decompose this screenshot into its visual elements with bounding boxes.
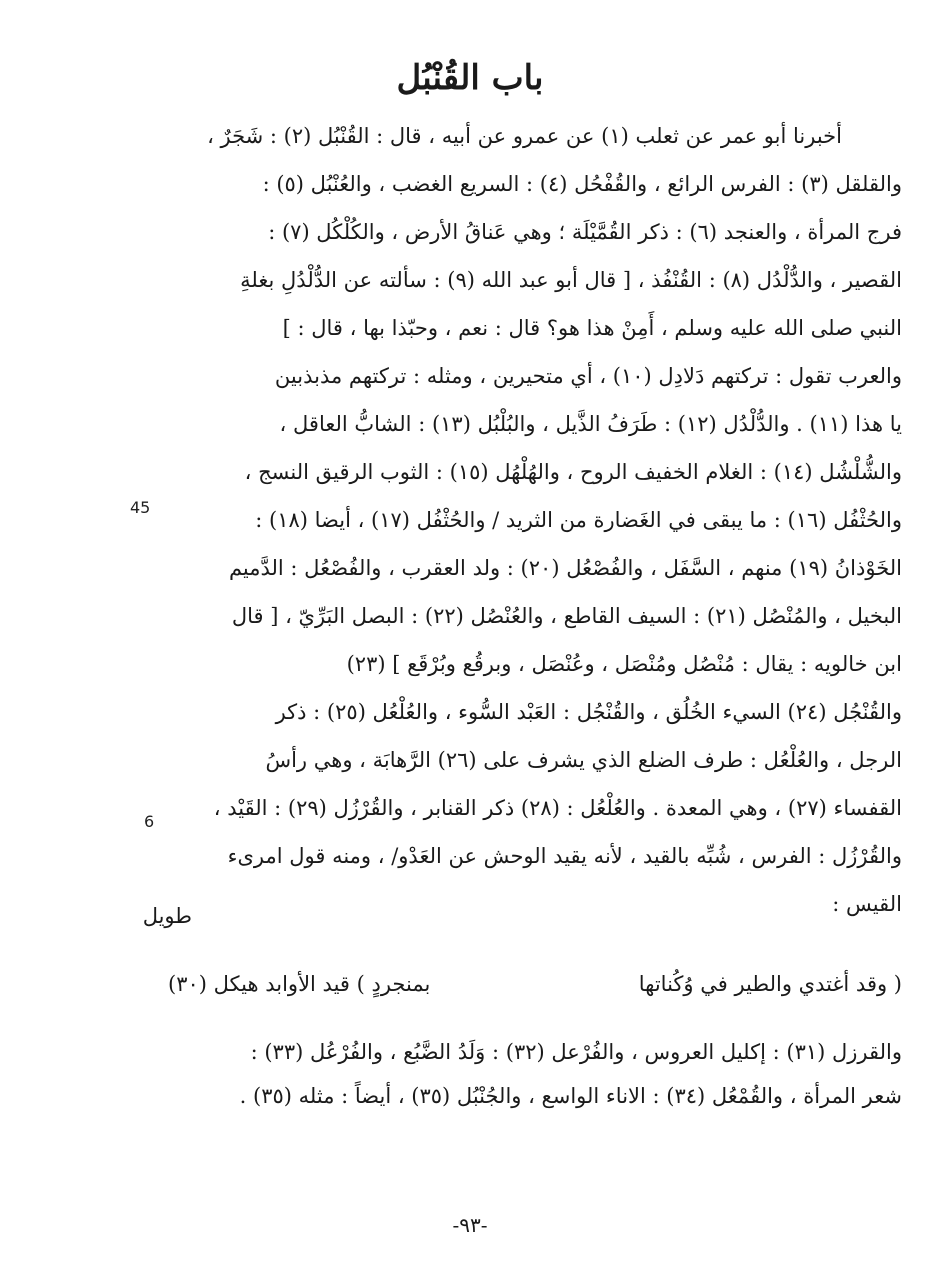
poem-verse bbox=[168, 962, 902, 1006]
text-line: والقُرْزُل : الفرس ، شُبِّه بالقيد ، لأنه يقيد الوحش عن العَدْو/ ، ومنه قول امرىء bbox=[227, 844, 902, 868]
margin-page-number: 6 bbox=[144, 812, 155, 831]
text-line: والشُّلْشُل (١٤) : الغلام الخفيف الروح ، والهُلْهُل (١٥) : الثوب الرقيق النسج ، bbox=[244, 460, 902, 484]
text-line: القفساء (٢٧) ، وهي المعدة . والعُلْعُل : (٢٨) ذكر القنابر ، والقُرْزُل (٢٩) : القَيْد ، bbox=[213, 796, 902, 820]
text-line: الرجل ، والعُلْعُل : طرف الضلع الذي يشرف على (٢٦) الرَّهابَة ، وهي رأسُ bbox=[265, 748, 902, 772]
text-line: البخيل ، والمُنْصُل (٢١) : السيف القاطع ، والعُنْصُل (٢٢) : البصل البَرِّيّ ، [ قال bbox=[231, 604, 902, 628]
meter-name: طويل bbox=[142, 904, 192, 928]
text-line: والحُثْفُل (١٦) : ما يبقى في الغَضارة من الثريد / والحُثْفُل (١٧) ، أيضا (١٨) : bbox=[255, 508, 902, 532]
second-paragraph bbox=[168, 1030, 902, 1118]
margin-page-number: 45 bbox=[130, 498, 151, 517]
text-line: والقرزل (٣١) : إكليل العروس ، والفُرْعل (٣٢) : وَلَدُ الضَّبُع ، والفُرْعُل (٣٣) : bbox=[250, 1040, 902, 1064]
text-line: شعر المرأة ، والقُمْعُل (٣٤) : الاناء الواسع ، والجُنْبُل (٣٥) ، أيضاً : مثله (٣٥) . bbox=[239, 1084, 902, 1108]
verse-first-hemistich: ( وقد أغتدي والطير في وُكُناتها bbox=[638, 972, 902, 996]
text-line: ابن خالويه : يقال : مُنْصُل ومُنْصَل ، وعُنْصَل ، وبرقُع وبُرْقَع ] (٢٣) bbox=[346, 652, 902, 676]
text-line: والقلقل (٣) : الفرس الرائع ، والقُفْحُل (٤) : السريع الغضب ، والعُنْبُل (٥) : bbox=[262, 172, 902, 196]
text-line: والقُنْجُل (٢٤) السيء الخُلُق ، والقُنْجُل : العَبْد السُّوء ، والعُلْعُل (٢٥) : ذكر bbox=[275, 700, 902, 724]
chapter-title: باب القُنْبُل bbox=[396, 58, 544, 98]
text-line: أخبرنا أبو عمر عن ثعلب (١) عن عمرو عن أبيه ، قال : القُنْبُل (٢) : شَجَرٌ ، bbox=[207, 124, 842, 148]
page-number: -٩٣- bbox=[452, 1213, 488, 1237]
meter-label bbox=[142, 896, 902, 936]
text-line: الخَوْذانُ (١٩) منهم ، السَّفَل ، والفُصْعُل (٢٠) : ولد العقرب ، والفُصْعُل : الدَّميم bbox=[228, 556, 902, 580]
text-line: والعرب تقول : تركتهم دَلادِل (١٠) ، أي متحيرين ، ومثله : تركتهم مذبذبين bbox=[274, 364, 902, 388]
text-line: النبي صلى الله عليه وسلم ، أَمِنْ هذا هو؟ قال : نعم ، وحبّذا بها ، قال : ] bbox=[282, 316, 902, 340]
text-line: يا هذا (١١) . والدُّلْدُل (١٢) : طَرَفُ الذَّيل ، والبُلْبُل (١٣) : الشابُّ العاقل ، bbox=[279, 412, 902, 436]
text-line: القيس : bbox=[832, 892, 902, 916]
verse-second-hemistich: بمنجردٍ ) قيد الأوابد هيكل (٣٠) bbox=[168, 972, 431, 996]
main-paragraph bbox=[168, 112, 902, 928]
text-line: القصير ، والدُّلْدُل (٨) : القُنْفُذ ، [ قال أبو عبد الله (٩) : سألته عن الدُّلْدُلِ بغلةِ bbox=[240, 268, 902, 292]
text-line: فرج المرأة ، والعنجد (٦) : ذكر القُمَّيْلَة ؛ وهي عَناقُ الأرض ، والكُلْكُل (٧) : bbox=[268, 220, 902, 244]
